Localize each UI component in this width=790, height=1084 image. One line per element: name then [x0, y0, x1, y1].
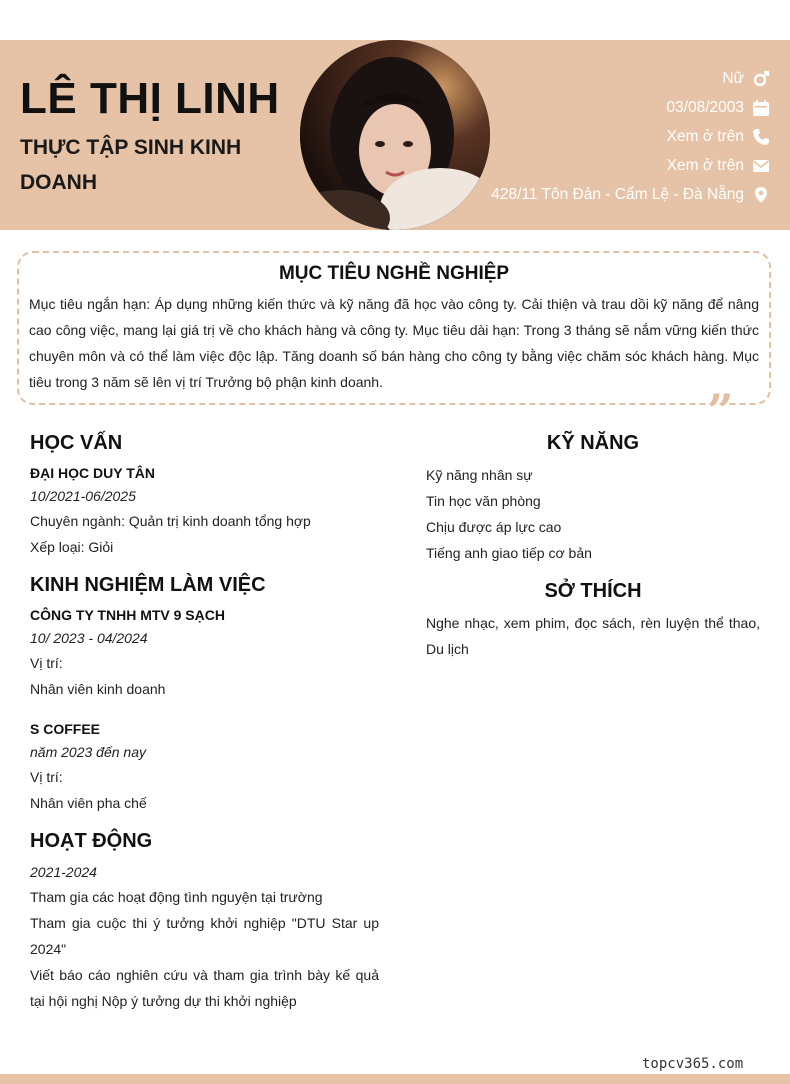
candidate-name: LÊ THỊ LINH	[20, 74, 280, 123]
experience-title: KINH NGHIỆM LÀM VIỆC	[30, 574, 266, 596]
quote-mark-icon: ”	[707, 384, 734, 438]
education-title: HỌC VẤN	[30, 432, 123, 454]
calendar-icon	[752, 99, 770, 117]
activity-item: Viết báo cáo nghiên cứu và tham gia trình bày kế quả tại hội nghị Nộp ý tưởng dự thi khởi nghiệp	[30, 967, 379, 1009]
objective-title: MỤC TIÊU NGHỀ NGHIỆP	[278, 263, 510, 284]
job-position: Nhân viên kinh doanh	[30, 681, 166, 697]
avatar-photo	[300, 40, 490, 230]
address-text: 428/11 Tôn Đản - Cẩm Lệ - Đà Nẵng	[491, 185, 744, 203]
job-entry	[30, 604, 379, 702]
skill-item: Kỹ năng nhân sự	[426, 467, 533, 483]
job-position: Nhân viên pha chế	[30, 795, 147, 811]
job-period: năm 2023 đến nay	[30, 744, 146, 760]
education-school: ĐẠI HỌC DUY TÂN	[30, 465, 155, 481]
phone-text: Xem ở trên	[666, 127, 744, 145]
activities-period: 2021-2024	[30, 864, 97, 880]
job-position-label: Vị trí:	[30, 655, 63, 671]
left-column	[30, 428, 379, 1014]
contact-address	[491, 180, 770, 209]
gender-icon	[752, 70, 770, 88]
phone-icon	[752, 128, 770, 146]
activities-title: HOẠT ĐỘNG	[30, 830, 153, 852]
career-objective-box	[17, 251, 771, 405]
location-icon	[752, 186, 770, 204]
contact-gender	[491, 64, 770, 93]
email-text: Xem ở trên	[666, 156, 744, 174]
right-column	[426, 428, 760, 662]
hobbies-title: SỞ THÍCH	[544, 580, 642, 602]
job-position-label: Vị trí:	[30, 769, 63, 785]
contact-email	[491, 151, 770, 180]
job-period: 10/ 2023 - 04/2024	[30, 630, 148, 646]
skill-item: Chịu được áp lực cao	[426, 519, 562, 535]
contact-list	[491, 64, 770, 209]
contact-birthday	[491, 93, 770, 122]
job-company: CÔNG TY TNHH MTV 9 SẠCH	[30, 607, 225, 623]
avatar	[300, 40, 490, 230]
header-banner	[0, 40, 790, 230]
skills-title: KỸ NĂNG	[546, 432, 640, 454]
activity-item: Tham gia các hoạt động tình nguyện tại trường	[30, 889, 323, 905]
education-period: 10/2021-06/2025	[30, 488, 136, 504]
hobbies-text: Nghe nhạc, xem phim, đọc sách, rèn luyện thể thao, Du lịch	[426, 615, 760, 657]
candidate-role: THỰC TẬP SINH KINH DOANH	[20, 136, 242, 194]
watermark: topcv365.com	[642, 1056, 744, 1072]
gender-text: Nữ	[722, 69, 744, 87]
skill-item: Tin học văn phòng	[426, 493, 541, 509]
education-grade: Xếp loại: Giỏi	[30, 539, 114, 555]
footer-bar	[0, 1074, 790, 1084]
email-icon	[752, 157, 770, 175]
job-entry	[30, 718, 379, 816]
objective-text: Mục tiêu ngắn hạn: Áp dụng những kiến thức và kỹ năng đã học vào công ty. Cải thiện và trau dồi kỹ năng để nâng cao công việc, mang lại giá trị về cho khách hàng và công ty. Mục tiêu dài hạn: Trong 3 tháng sẽ nắm vững kiến thức chuyên môn và có thể làm việc độc lập. Tăng doanh số bán hàng cho công ty bằng việc chăm sóc khách hàng. Mục tiêu trong 3 năm sẽ lên vị trí Trưởng bộ phận kinh doanh.	[29, 296, 759, 390]
birthday-text: 03/08/2003	[666, 98, 744, 116]
skill-item: Tiếng anh giao tiếp cơ bản	[426, 545, 592, 561]
activity-item: Tham gia cuộc thi ý tưởng khởi nghiệp "DTU Star up 2024"	[30, 915, 379, 957]
education-major: Chuyên ngành: Quản trị kinh doanh tổng hợp	[30, 513, 311, 529]
contact-phone	[491, 122, 770, 151]
job-company: S COFFEE	[30, 721, 101, 737]
